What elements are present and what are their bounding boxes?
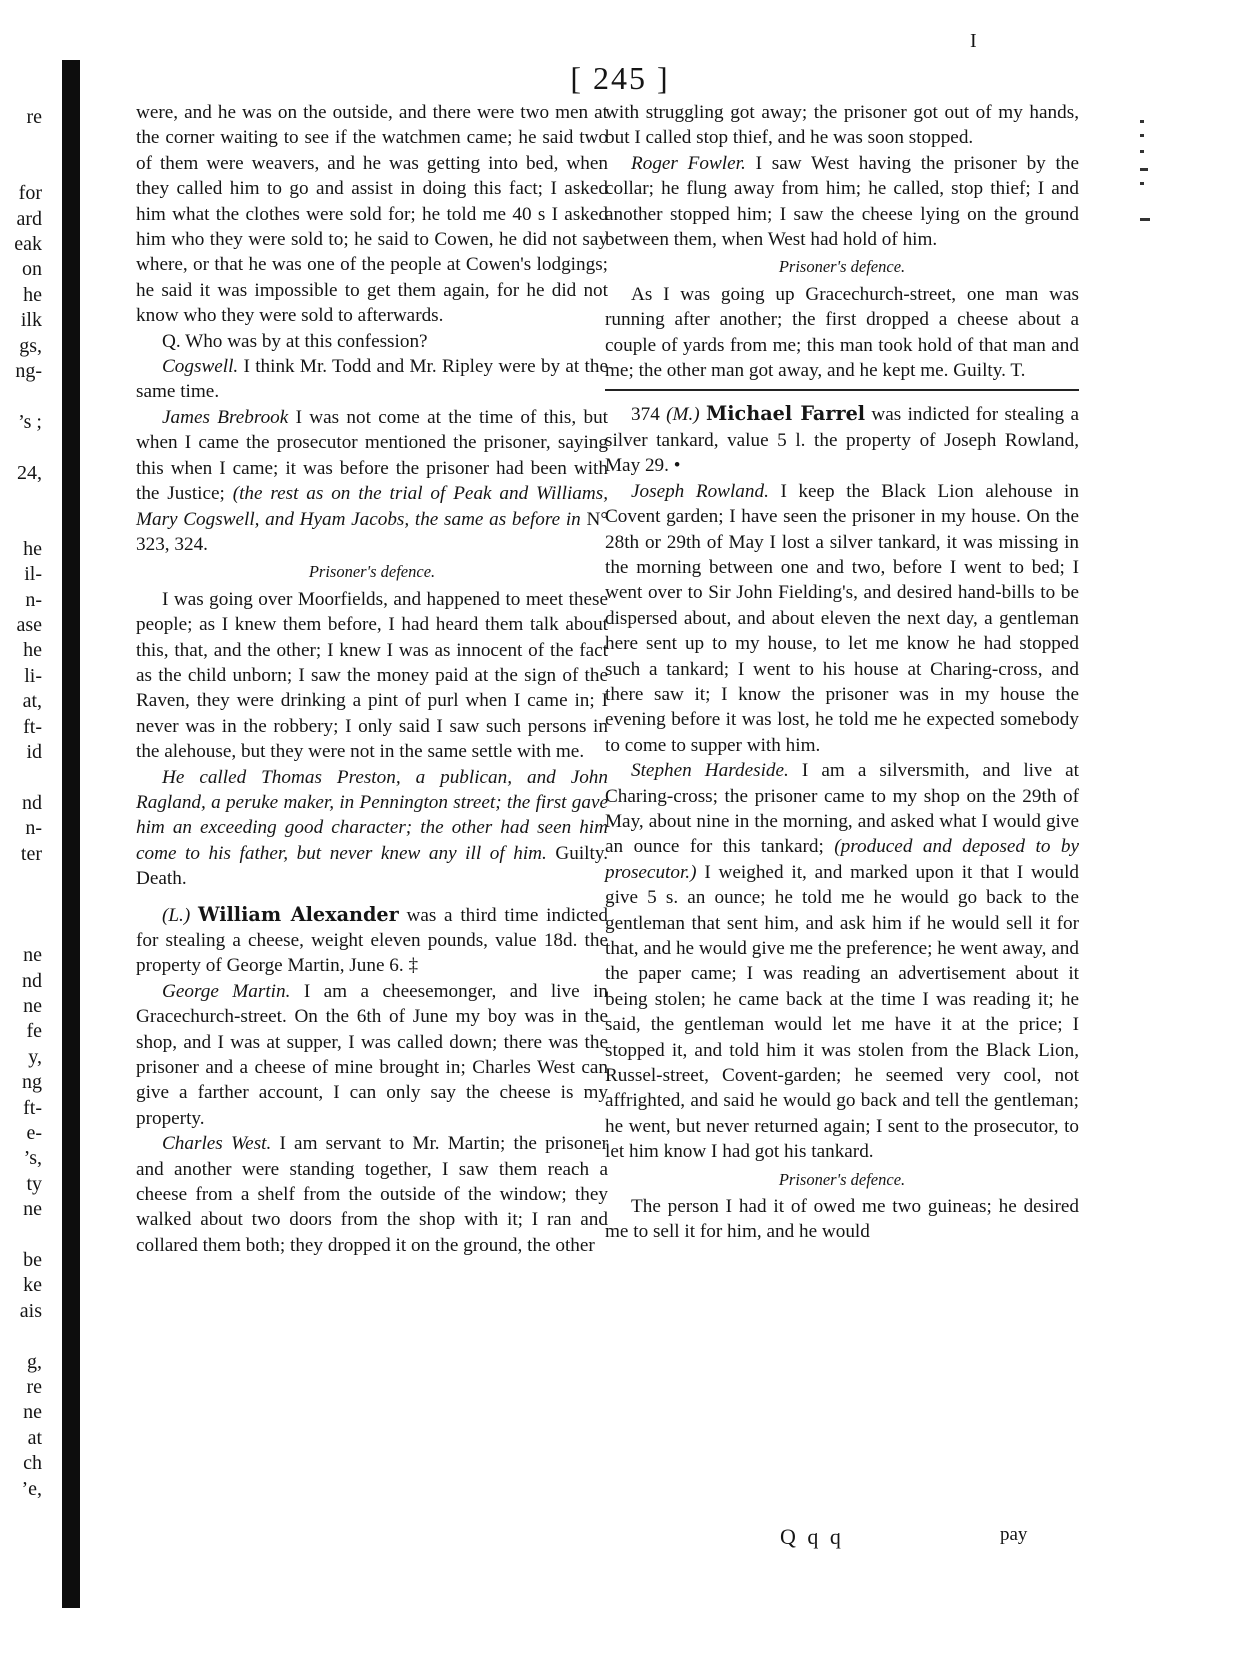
defendant-name: Michael Farrel — [706, 402, 866, 426]
margin-fragment: ke — [23, 1274, 42, 1297]
speaker-name: Stephen Hardeside. — [631, 760, 789, 782]
margin-fragment: ’s, — [23, 1147, 42, 1170]
speaker-name: Charles West. — [162, 1133, 272, 1155]
margin-fragment: ne — [23, 1198, 42, 1221]
left-column — [136, 100, 608, 1258]
testimony-text: I saw West having the prisoner by the collar; he flung away from him; he called, stop thief; I and another stopped him; I saw the cheese lying on the ground between them, when West had hold of him. — [605, 152, 1079, 251]
case-label: (M.) — [666, 404, 707, 426]
margin-fragment: y, — [28, 1045, 42, 1068]
speaker-name: Joseph Rowland. — [631, 480, 769, 502]
margin-fragment: nd — [22, 969, 42, 992]
testimony-text: I am a cheesemonger, and live in Gracechurch-street. On the 6th of June my boy was in the shop, and I was at supper, I was called down; there was the prisoner and a cheese of mine brought in; Charles West can give a farther account, I can only say the cheese is my property. — [136, 980, 608, 1129]
testimony-text: I think Mr. Todd and Mr. Ripley were by at the same time. — [136, 356, 608, 403]
margin-fragment: ase — [16, 614, 42, 636]
margin-fragment: at, — [22, 690, 42, 713]
scan-specks — [1140, 120, 1160, 230]
margin-fragment: gs, — [19, 334, 42, 357]
margin-fragment: at — [27, 1426, 42, 1449]
margin-fragment: id — [26, 741, 42, 763]
margin-fragment: e- — [26, 1122, 42, 1144]
right-column — [605, 100, 1079, 1245]
section-heading: Prisoner's defence. — [778, 257, 906, 277]
margin-fragment: he — [23, 639, 42, 662]
margin-fragment: ard — [16, 207, 42, 230]
case-reference: N° 323, 324. — [136, 508, 608, 555]
indictment-text: was indicted for stealing a silver tankard, value 5 l. the property of Joseph Rowland, May 29. • — [605, 404, 1080, 477]
testimony-text: I was not come at the time of this, but when I came the prosecutor mentioned the prisoner, saying this when I came; it was before the prisoner had been with the Justice; — [136, 406, 608, 505]
margin-fragment: nd — [22, 791, 42, 814]
margin-fragment: ne — [23, 944, 42, 967]
page-number: [ 245 ] — [570, 60, 670, 96]
margin-fragment: he — [23, 283, 42, 306]
margin-fragment: ng- — [15, 360, 42, 382]
margin-fragment: ’s ; — [18, 410, 42, 433]
adjacent-page-margin — [0, 105, 42, 1555]
paragraph: were, and he was on the outside, and there were two men at the corner waiting to see if the watchmen came; he said two of them were weavers, and he was getting into bed, when they called him to go and assist in doing this fact; I asked him what the clothes were sold for; he told me 40 s I asked him who they were sold to; he said to Cowen, he did not say where, or that he was one of the people at Cowen's lodgings; he said it was impossible to get them again, for he did not know who they were sold to afterwards. — [136, 102, 608, 327]
speaker-name: Cogswell. — [162, 356, 239, 378]
margin-fragment: for — [18, 182, 42, 205]
margin-fragment: eak — [14, 233, 42, 255]
margin-fragment: ng — [22, 1071, 42, 1094]
verdict: Guilty. Death. — [136, 842, 608, 890]
margin-fragment: on — [22, 258, 42, 281]
signature-mark: Q q q — [780, 1524, 844, 1549]
question: Q. Who was by at this confession? — [162, 330, 428, 352]
margin-fragment: he — [23, 537, 42, 560]
margin-fragment: ais — [19, 1299, 42, 1322]
testimony — [605, 479, 1079, 758]
margin-fragment: ft- — [23, 715, 42, 738]
margin-fragment: ter — [20, 842, 42, 865]
testimony — [605, 758, 1079, 1165]
margin-fragment: be — [23, 1249, 42, 1271]
margin-fragment: re — [26, 106, 42, 128]
margin-fragment: ch — [23, 1452, 42, 1475]
testimony — [136, 354, 608, 405]
case-number: 374 — [631, 404, 667, 426]
margin-fragment: li- — [24, 664, 42, 687]
margin-fragment: ilk — [20, 309, 42, 332]
testimony-text: I weighed it, and marked upon it that I would give 5 s. an ounce; he told me he would go back to the gentleman that sent him, and ask him if he would sell it for that, and he would give me the preference; he went away, and the paper came; I was reading an advertisement about it being stolen; he came back at the time I was reading it; he said, the gentleman would let me have it at the price; I stopped it, and told him it was stolen from the Black Lion, Russel-street, Covent-garden; he seemed very cool, not affrighted, and said he would go back and tell the gentleman; he went, but never returned again; I sent to the prosecutor, to let him know I had got his tankard. — [605, 861, 1079, 1163]
margin-fragment: ne — [23, 1401, 42, 1424]
witnesses-note — [136, 765, 608, 892]
indictment-text: was a third time indicted for stealing a cheese, weight eleven pounds, value 18d. the property of George Martin, June 6. ‡ — [136, 904, 608, 977]
defence-body: As I was going up Gracechurch-street, one man was running after another; the first dropped a cheese about a couple of yards from me; this man took hold of that man and me; the other man got away, and he kept me. — [605, 283, 1079, 382]
margin-fragment: n- — [25, 588, 42, 611]
speaker-name: Roger Fowler. — [631, 152, 746, 174]
defence-text: I was going over Moorfields, and happened to meet these people; as I knew them before, I had heard them talk about this, that, and the other; I knew I was as innocent of the fact as the child unborn; I saw the money paid at the sign of the Raven, they were drinking a pint of purl when I came in; I never was in the robbery; I only said I saw such persons in the alehouse, but they were not in the same settle with me. — [136, 588, 608, 763]
defence-text: The person I had it of owed me two guineas; he desired me to sell it for him, and he would — [605, 1196, 1079, 1243]
corner-mark: I — [970, 30, 977, 52]
testimony — [136, 1131, 608, 1258]
section-divider — [605, 389, 1079, 391]
margin-fragment: ne — [23, 995, 42, 1017]
section-heading: Prisoner's defence. — [308, 562, 436, 582]
indictment — [605, 401, 1079, 478]
catchword: pay — [1000, 1524, 1028, 1545]
defendant-name: William Alexander — [198, 902, 399, 926]
margin-fragment: ty — [26, 1172, 42, 1195]
speaker-name: George Martin. — [162, 980, 291, 1002]
testimony-text: I keep the Black Lion alehouse in Covent garden; I have seen the prisoner in my house. On the 28th or 29th of May I lost a silver tankard, it was missing in the morning between one and two, before I went to bed; I went over to Sir John Fielding's, and desired hand-bills to be dispersed about, and about eleven the next day, a gentleman here sent up to my house, to let me know he had stopped such a tankard; I went to his house at Charing-cross, and there saw it; I know the prisoner was in my house the evening before it was lost, he told me he expected somebody to come to supper with him. — [605, 480, 1079, 756]
editorial-note: (the rest as on the trial of Peak and Williams, Mary Cogswell, and Hyam Jacobs, the same as before in — [136, 483, 608, 530]
testimony — [136, 405, 608, 557]
paragraph: with struggling got away; the prisoner got out of my hands, but I called stop thief, and he was soon stopped. — [605, 102, 1079, 149]
testimony-text: I am a silversmith, and live at Charing-cross; the prisoner came to my shop on the 29th of May, about nine in the morning, and asked what I would give an ounce for this tankard; — [605, 760, 1079, 858]
margin-fragment: g, — [27, 1350, 42, 1373]
testimony — [136, 979, 608, 1131]
testimony-text: I am servant to Mr. Martin; the prisoner and another were standing together, I saw them reach a cheese from a shelf from the outside of the window; they walked about two doors from the shop with it; I ran and collared them both; they dropped it on the ground, the other — [136, 1133, 608, 1256]
margin-fragment: ’e, — [21, 1477, 42, 1500]
section-heading: Prisoner's defence. — [778, 1169, 906, 1189]
defence-text — [605, 282, 1079, 384]
margin-fragment: n- — [25, 817, 42, 840]
margin-fragment: fe — [26, 1020, 42, 1043]
verdict: Guilty. T. — [948, 360, 1026, 382]
witnesses-text: He called Thomas Preston, a publican, and John Ragland, a peruke maker, in Pennington street; the first gave him an exceeding good character; the other had seen him come to his father, but never knew any ill of him. — [136, 766, 608, 864]
margin-fragment: 24, — [17, 461, 42, 484]
speaker-name: James Brebrook — [162, 406, 289, 428]
case-label: (L.) — [162, 904, 199, 926]
page-gutter-shadow — [62, 60, 80, 1608]
indictment — [136, 902, 608, 979]
testimony — [605, 151, 1079, 253]
margin-fragment: il- — [24, 563, 42, 586]
margin-fragment: ft- — [23, 1096, 42, 1119]
margin-fragment: re — [26, 1376, 42, 1398]
editorial-note: (produced and deposed to by prosecutor.) — [605, 836, 1079, 883]
